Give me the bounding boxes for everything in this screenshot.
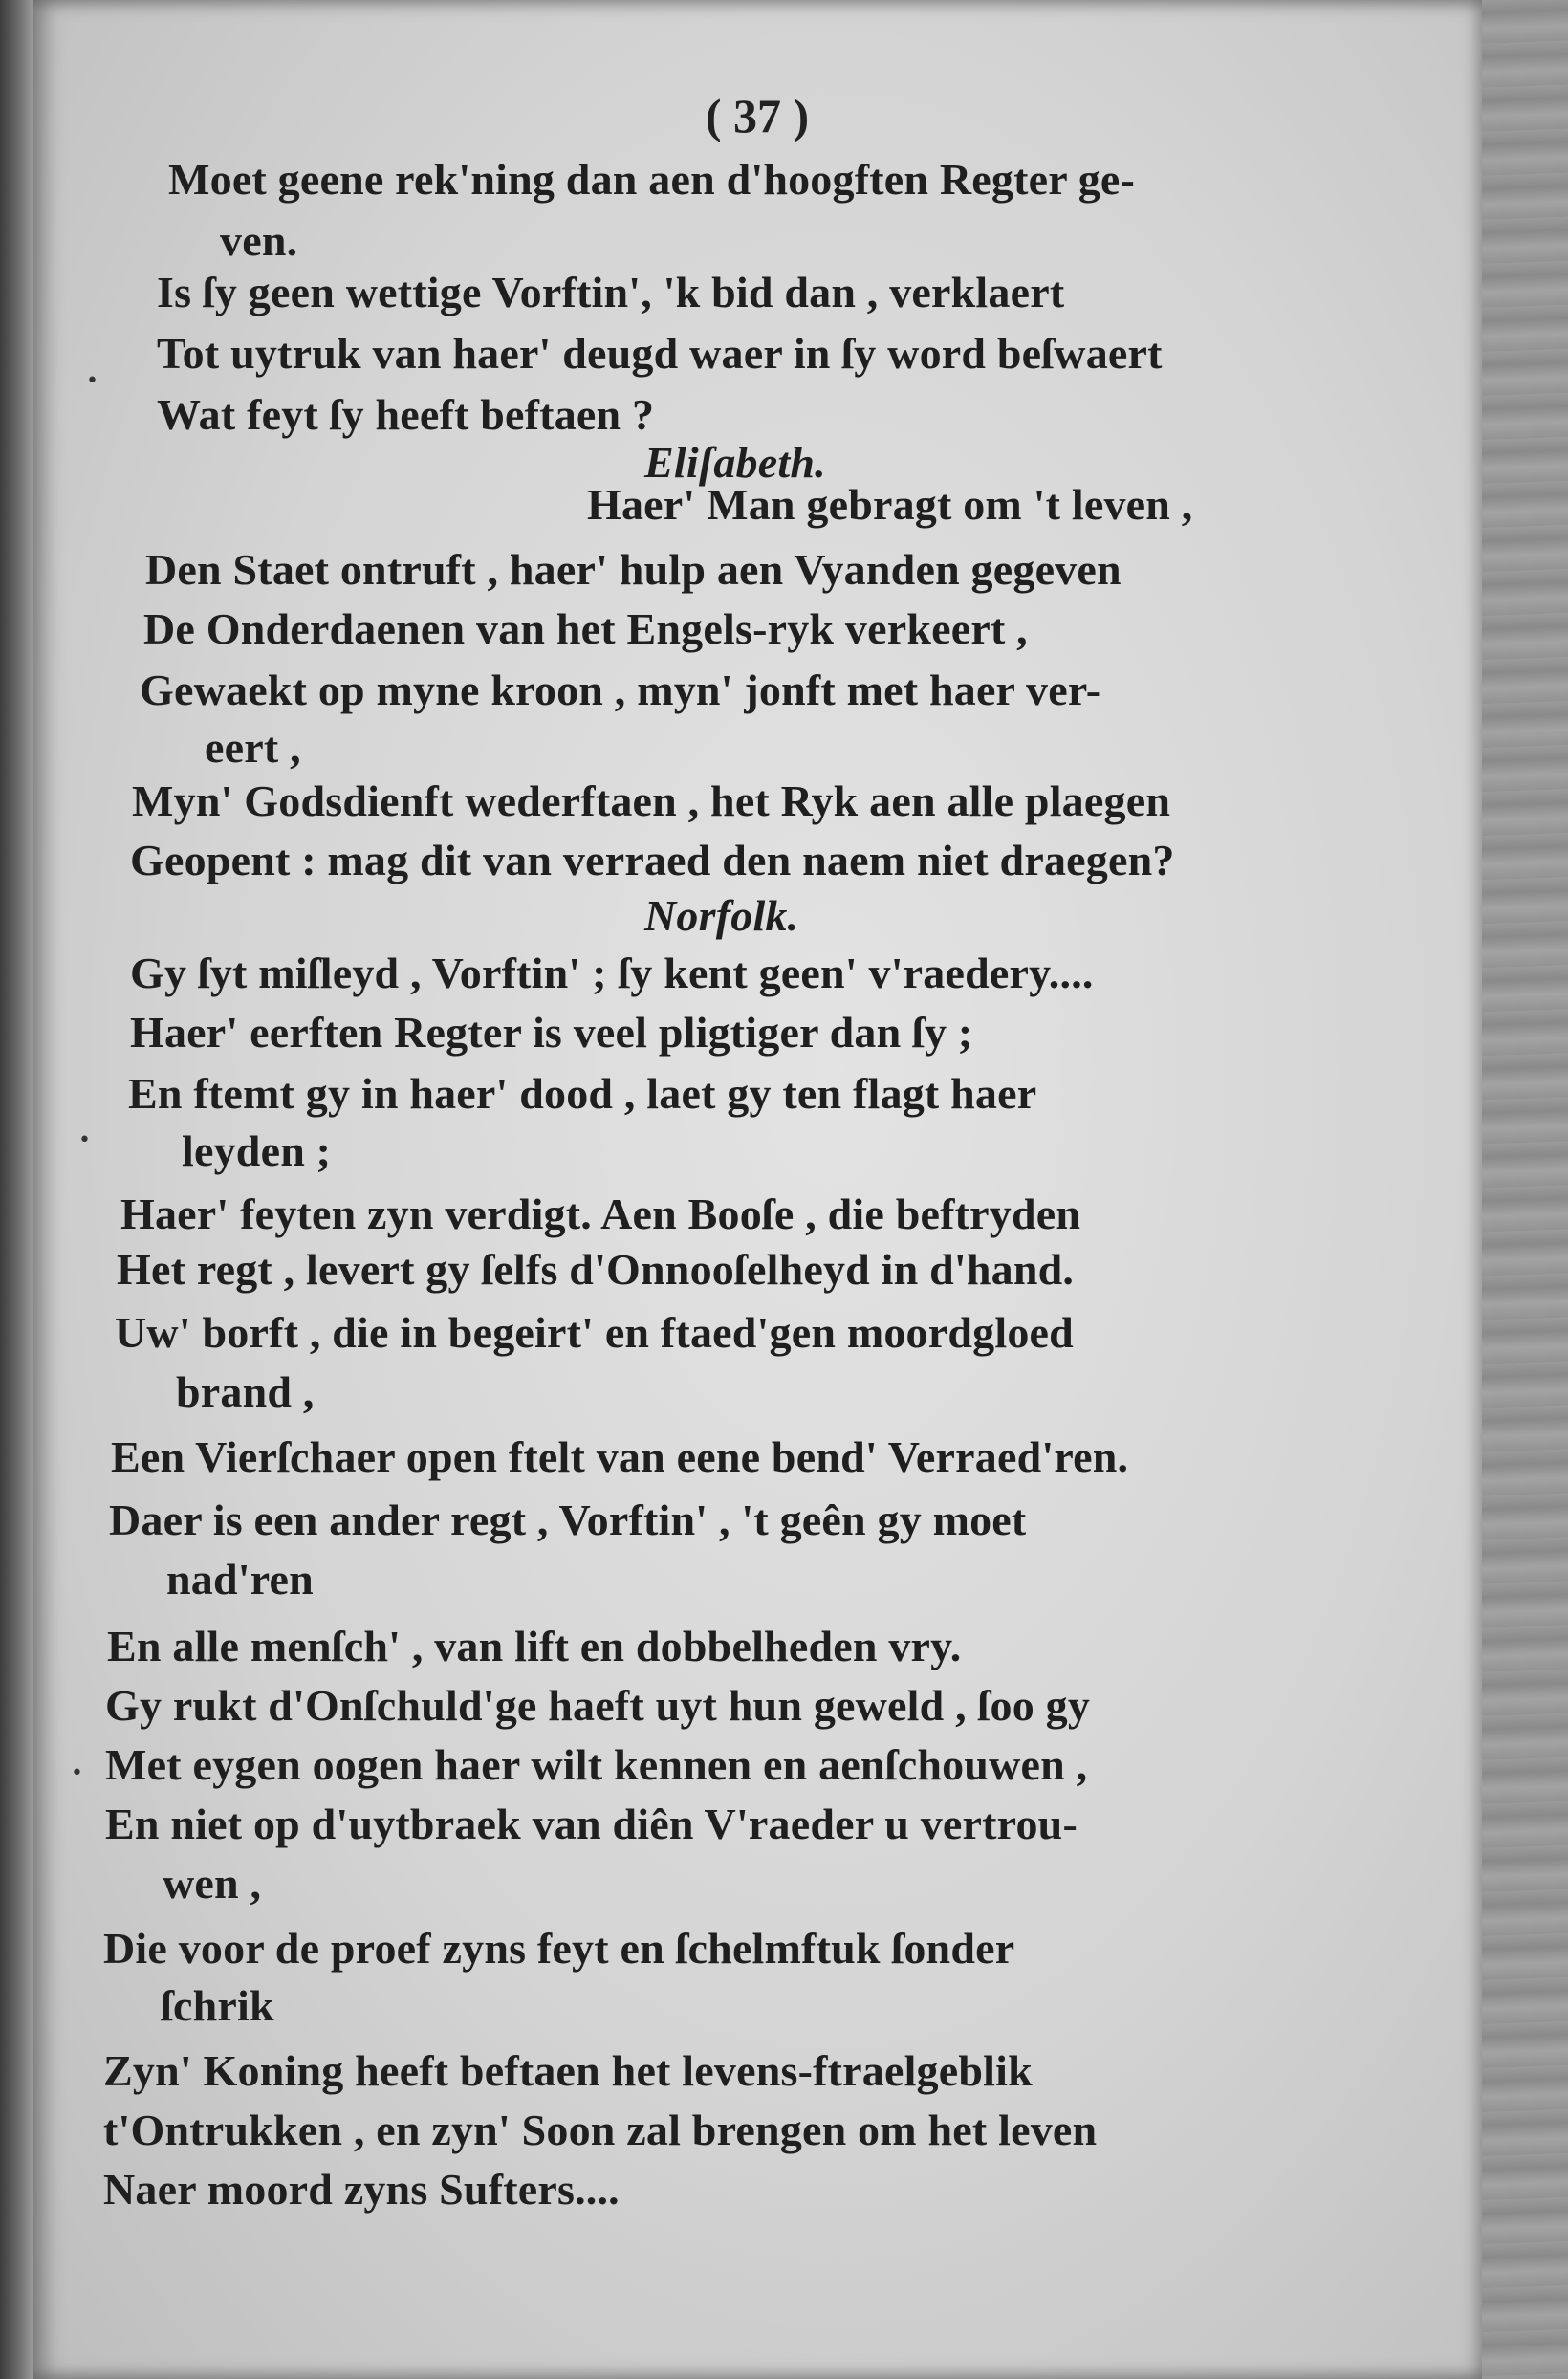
- verse-line-31: Die voor de proef zyns feyt en ſchelmftuk ſonder: [103, 1924, 1015, 1973]
- verse-line-33: Zyn' Koning heeft beftaen het levens-ftraelgeblik: [103, 2046, 1033, 2095]
- speaker-norfolk: Norfolk.: [644, 891, 799, 940]
- margin-dot-mark: •: [86, 369, 98, 393]
- verse-line-8: Den Staet ontruft , haer' hulp aen Vyanden gegeven: [145, 545, 1122, 594]
- verse-line-15: Gy ſyt miſleyd , Vorftin' ; ſy kent geen' v'raedery....: [130, 949, 1094, 997]
- verse-line-13: Geopent : mag dit van verraed den naem niet draegen?: [130, 836, 1175, 884]
- verse-line-34: t'Ontrukken , en zyn' Soon zal brengen om het leven: [103, 2106, 1098, 2154]
- book-gutter: [0, 0, 33, 2379]
- margin-dot-mark: •: [71, 1761, 83, 1785]
- verse-line-25: nad'ren: [166, 1555, 314, 1604]
- verse-line-10: Gewaekt op myne kroon , myn' jonft met haer ver-: [140, 666, 1101, 714]
- verse-line-7: Haer' Man gebragt om 't leven ,: [587, 480, 1193, 529]
- verse-line-11: eert ,: [205, 723, 301, 772]
- verse-line-24: Daer is een ander regt , Vorftin' , 't geên gy moet: [109, 1495, 1027, 1544]
- verse-line-20: Het regt , levert gy ſelfs d'Onnooſelheyd in d'hand.: [117, 1245, 1075, 1294]
- verse-line-12: Myn' Godsdienft wederftaen , het Ryk aen alle plaegen: [132, 776, 1171, 825]
- verse-line-4: Tot uytruk van haer' deugd waer in ſy word beſwaert: [157, 329, 1163, 378]
- verse-line-28: Met eygen oogen haer wilt kennen en aenſchouwen ,: [105, 1740, 1088, 1789]
- verse-line-30: wen ,: [163, 1859, 262, 1908]
- verse-line-21: Uw' borft , die in begeirt' en ftaed'gen moordgloed: [115, 1308, 1074, 1357]
- margin-dot-mark: •: [78, 1128, 91, 1152]
- verse-line-23: Een Vierſchaer open ftelt van eene bend' Verraed'ren.: [111, 1432, 1129, 1481]
- wooden-table-background: [1472, 0, 1568, 2379]
- book-page: [33, 0, 1482, 2379]
- verse-line-19: Haer' feyten zyn verdigt. Aen Booſe , die beftryden: [120, 1190, 1081, 1238]
- verse-line-18: leyden ;: [182, 1126, 332, 1175]
- page-number: ( 37 ): [705, 89, 810, 142]
- verse-line-32: ſchrik: [161, 1981, 274, 2030]
- verse-line-35: Naer moord zyns Sufters....: [103, 2165, 620, 2214]
- verse-line-27: Gy rukt d'Onſchuld'ge haeft uyt hun geweld , ſoo gy: [105, 1681, 1091, 1730]
- verse-line-2: ven.: [220, 216, 298, 265]
- verse-line-16: Haer' eerften Regter is veel pligtiger dan ſy ;: [130, 1008, 973, 1057]
- speaker-elisabeth: Eliſabeth.: [644, 438, 826, 487]
- verse-line-9: De Onderdaenen van het Engels-ryk verkeert ,: [143, 604, 1028, 653]
- verse-line-29: En niet op d'uytbraek van diên V'raeder u vertrou-: [105, 1800, 1078, 1848]
- verse-line-17: En ftemt gy in haer' dood , laet gy ten flagt haer: [128, 1069, 1037, 1118]
- verse-line-5: Wat feyt ſy heeft beftaen ?: [157, 390, 655, 439]
- verse-line-26: En alle menſch' , van lift en dobbelheden vry.: [107, 1622, 962, 1670]
- verse-line-22: brand ,: [176, 1367, 315, 1416]
- verse-line-1: Moet geene rek'ning dan aen d'hoogften Regter ge-: [168, 155, 1136, 204]
- verse-line-3: Is ſy geen wettige Vorftin', 'k bid dan , verklaert: [157, 268, 1065, 316]
